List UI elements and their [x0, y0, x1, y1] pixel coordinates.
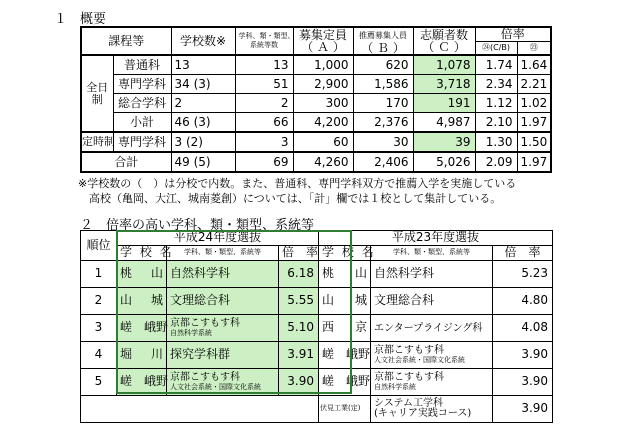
dept-header-24: 学科、類・類型、系統等	[167, 246, 279, 261]
row-label: 専門学科	[113, 132, 171, 152]
dept-cell: 京都こすもす科 人文社会系統・国際文化系統	[371, 342, 493, 369]
schools-header: 学校数※	[171, 27, 235, 55]
rank-header: 順位	[81, 231, 117, 261]
categories-header: 学科、類・類型、 系統等数	[235, 27, 293, 55]
extra-ratio-cell: 3.90	[493, 396, 553, 423]
table-row: 専門学科 34 (3) 51 2,900 1,586 3,718 2.34 2.21	[81, 75, 551, 94]
dept-cell: 探究学科群	[167, 342, 279, 369]
h23-header: 平成23年度選抜	[319, 231, 553, 246]
capacity-header: 募集定員 （ Ａ ）	[293, 27, 353, 55]
total-label: 合計	[81, 152, 171, 172]
fulltime-label: 全日制	[81, 55, 113, 132]
row-label: 総合学科	[113, 94, 171, 113]
ratio-cell: 5.55	[279, 288, 319, 315]
school-cell: 嵯 峨 野	[319, 342, 371, 369]
footnote: ※学校数の（ ）は分校で内数。また、普通科、専門学科双方で推薦入学を実施している 高校（亀岡、大江、城南菱創）については、「計」欄では１校として集計している。	[78, 177, 517, 205]
rank-cell: 5	[81, 369, 117, 396]
row-label: 専門学科	[113, 75, 171, 94]
ratio-cell: 4.80	[493, 288, 553, 315]
dept-header-23: 学科、類・類型、系統等	[371, 246, 493, 261]
row-label: 小計	[113, 113, 171, 133]
ratio-header: 倍率	[475, 27, 551, 42]
dept-cell: 自然科学科	[167, 261, 279, 288]
table-row	[81, 261, 553, 288]
ratio-cell: 3.90	[493, 342, 553, 369]
table-row	[81, 369, 553, 396]
ratio-cell: 5.10	[279, 315, 319, 342]
table-row: 合計 49 (5) 69 4,260 2,406 5,026 2.09 1.97	[81, 152, 551, 172]
school-cell: 嵯 峨 野	[117, 315, 167, 342]
table-row: 定時制 専門学科 3 (2) 3 60 30 39 1.30 1.50	[81, 132, 551, 152]
dept-cell: 文理総合科	[371, 288, 493, 315]
school-cell: 山 城	[319, 288, 371, 315]
course-header: 課程等	[81, 27, 171, 55]
school-cell: 山 城	[117, 288, 167, 315]
dept-cell: エンタープライジング科	[371, 315, 493, 342]
table-row: 小計 46 (3) 66 4,200 2,376 4,987 2.10 1.97	[81, 113, 551, 133]
section2-title: ２ 倍率の高い学科、類・類型、系統等	[80, 218, 315, 233]
dept-cell: 文理総合科	[167, 288, 279, 315]
school-cell: 桃 山	[117, 261, 167, 288]
ratio-cell: 4.08	[493, 315, 553, 342]
applicants-header: 志願者数 （ Ｃ ）	[413, 27, 475, 55]
ratio-cell: 6.18	[279, 261, 319, 288]
school-cell: 嵯 峨 野	[117, 369, 167, 396]
table-row: 総合学科 2 2 300 170 191 1.12 1.02	[81, 94, 551, 113]
dept-cell: 京都こすもす科 自然科学系統	[167, 315, 279, 342]
section1-title: １ 概要	[54, 12, 107, 27]
school-cell: 嵯 峨 野	[319, 369, 371, 396]
dept-cell: 自然科学科	[371, 261, 493, 288]
extra-dept-cell: システム工学科 (キャリア実践コース)	[371, 396, 493, 423]
row-label: 普通科	[113, 55, 171, 75]
ratio23-header: ㉓	[517, 42, 551, 56]
dept-cell: 京都こすもす科 人文社会系統・国際文化系統	[167, 369, 279, 396]
parttime-label: 定時制	[81, 132, 113, 152]
ratio-header-23: 倍 率	[493, 246, 553, 261]
h24-header: 平成24年度選抜	[117, 231, 319, 246]
extra-school-cell: 伏見工業(定)	[319, 396, 371, 423]
overview-table	[80, 26, 552, 173]
table-row	[81, 288, 553, 315]
table-row	[81, 315, 553, 342]
school-cell: 桃 山	[319, 261, 371, 288]
table-row: 全日制 普通科 13 13 1,000 620 1,078 1.74 1.64	[81, 55, 551, 75]
dept-cell: 京都こすもす科 自然科学系統	[371, 369, 493, 396]
ranking-table	[80, 230, 553, 423]
rank-cell: 1	[81, 261, 117, 288]
table-row	[81, 342, 553, 369]
ratio-cell: 3.90	[279, 369, 319, 396]
ratio-cell: 3.90	[493, 369, 553, 396]
table-row	[81, 396, 553, 423]
ratio-cell: 5.23	[493, 261, 553, 288]
school-header-24: 学 校 名	[117, 246, 167, 261]
school-cell: 西 京	[319, 315, 371, 342]
school-cell: 堀 川	[117, 342, 167, 369]
rank-cell: 2	[81, 288, 117, 315]
rank-cell: 4	[81, 342, 117, 369]
ratio-header-24: 倍 率	[279, 246, 319, 261]
ratio-cell: 3.91	[279, 342, 319, 369]
recommend-header: 推薦募集人員 （ Ｂ ）	[353, 27, 413, 55]
school-header-23: 学 校 名	[319, 246, 371, 261]
rank-cell: 3	[81, 315, 117, 342]
ratio24-header: ㉔(C/B)	[475, 42, 517, 56]
